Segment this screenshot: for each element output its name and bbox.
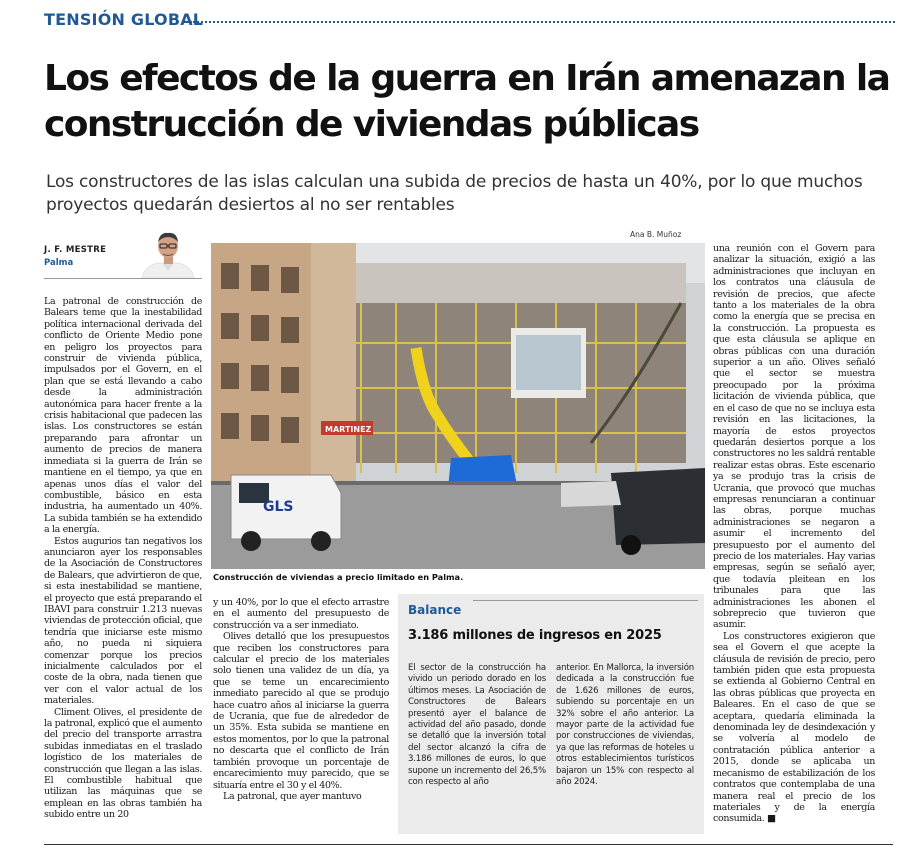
paragraph: Estos augurios tan negativos los anunciaron ayer los responsables de la Asociación de Constructores de Balears, que advirtieron de que, si esta inestabilidad se mantiene, el proyecto que está preparando el IBAVI para construir 1.213 nuevas viviendas de protección oficial, que tendría que iniciarse este mismo año, no pueda ni siquiera comenzar porque los precios inicialmente calculados por el coste de la obra, nada tienen que ver con el valor actual de los materiales.: [44, 535, 202, 707]
construction-photo: [211, 243, 705, 569]
paragraph: La patronal de construcción de Balears teme que la inestabilidad política internacional derivada del conflicto de Oriente Medio pone en peligro los proyectos para construir de vivienda pública, impulsados por el Govern, en el plan que se está llevando a cabo desde la administración autonómica para hacer frente a la crisis habitacional que padecen las islas. Los constructores se están preparando para afrontar un aumento de precios de manera inmediata si la guerra de Irán se mantiene en el tiempo, ya que en apenas unos días el valor del combustible, básico en esta industria, ha aumentado un 40%. La subida también se ha extendido a la energía.: [44, 296, 202, 536]
author-avatar: [136, 228, 200, 278]
subheadline: Los constructores de las islas calculan una subida de precios de hasta un 40%, por lo que muchos proyectos quedarán desiertos al no ser rentables: [46, 172, 863, 215]
balance-rule: [473, 600, 698, 601]
balance-column-1: El sector de la construcción ha vivido un periodo dorado en los últimos meses. La Asociación de Constructores de Balears presentó ayer el balance de actividad del año pasado, donde se detalló que la inversión total del sector alcanzó la cifra de 3.186 millones de euros, lo que supone un incremento del 26,5% con respecto al año: [408, 663, 546, 788]
section-kicker: TENSIÓN GLOBAL: [44, 10, 204, 29]
body-column-4: [713, 243, 875, 825]
balance-label: Balance: [408, 603, 462, 617]
kicker-dotted-rule: [190, 21, 895, 23]
paragraph: Los constructores exigieron que sea el Govern el que acepte la cláusula de revisión de precio, pero también piden que esta propuesta se extienda al Gobierno Central en las obras públicas que proyecta en Baleares. En el caso de que se aceptara, quedaría eliminada la denominada ley de desindexación y se volvería al modelo de contratación pública anterior a 2015, donde se aplicaba un mecanismo de estabilización de los contratos que contemplaba de una manera real el precio de los materiales y de la energía consumida. ■: [713, 630, 875, 825]
shop-sign: MARTINEZ: [325, 425, 372, 434]
balance-column-2: anterior. En Mallorca, la inversión dedicada a la construcción fue de 1.626 millones de euros, subiendo su porcentaje en un 32% sobre el año anterior. La mayor parte de la actividad fue por construcciones de viviendas, ya que las reformas de hoteles u otros establecimientos turísticos bajaron un 15% con respecto al año 2024.: [556, 663, 694, 788]
byline: [44, 228, 202, 279]
author-city: Palma: [44, 258, 74, 268]
headline: Los efectos de la guerra en Irán amenazan la construcción de viviendas públicas: [44, 58, 890, 145]
photo-credit: Ana B. Muñoz: [630, 230, 682, 239]
balance-title: 3.186 millones de ingresos en 2025: [408, 628, 662, 643]
van-logo: GLS: [263, 499, 294, 515]
balance-sidebar: [398, 594, 704, 834]
paragraph: una reunión con el Govern para analizar la situación, exigió a las administraciones que incluyan en los contratos una cláusula de revisión de precios, que afecte tanto a los materiales de la obra como la energía que se precisa en la construcción. La propuesta es que esta cláusula se aplique en obras públicas con una duración superior a un año. Olives señaló que el sector se muestra preocupado por la próxima licitación de vivienda pública, que en el caso de que no se incluya esta revisión en las licitaciones, la mayoría de estos proyectos quedarán desiertos porque a los constructores no les saldrá rentable realizar estas obras. Este escenario ya se produjo tras la crisis de Ucrania, que provocó que muchas empresas renunciaran a continuar las obras, porque muchas administraciones se negaron a asumir el incremento del presupuesto por el aumento del precio de los materiales. Hay varias empresas, según se señaló ayer, que todavía pleitean en los tribunales para que las administraciones les abonen el sobreprecio que tuvieron que asumir.: [713, 243, 875, 631]
paragraph: Climent Olives, el presidente de la patronal, explicó que el aumento del precio del transporte arrastra subidas inmediatas en el traslado logístico de los materiales de construcción que llegan a las islas. El combustible habitual que utilizan las máquinas que se emplean en las obras también ha subido entre un 20: [44, 706, 202, 821]
photo-caption: Construcción de viviendas a precio limitado en Palma.: [213, 572, 464, 582]
paragraph: La patronal, que ayer mantuvo: [223, 790, 362, 802]
bottom-rule: [44, 844, 893, 845]
author-name: J. F. MESTRE: [44, 245, 107, 255]
body-column-1: [44, 296, 202, 821]
body-column-2: [213, 597, 389, 802]
paragraph: y un 40%, por lo que el efecto arrastre en el aumento del presupuesto de construcción va a ser inmediato.: [213, 597, 389, 631]
paragraph: Olives detalló que los presupuestos que reciben los constructores para calcular el precio de los materiales solo tienen una validez de un día, ya que se teme un encarecimiento inmediato parecido al que se produjo hace cuatro años al iniciarse la guerra de Ucrania, que fue de alrededor de un 35%. Esta subida se mantiene en estos momentos, por lo que la patronal no descarta que el conflicto de Irán también provoque un porcentaje de encarecimiento muy parecido, que se situaría entre el 30 y el 40%.: [213, 631, 389, 791]
